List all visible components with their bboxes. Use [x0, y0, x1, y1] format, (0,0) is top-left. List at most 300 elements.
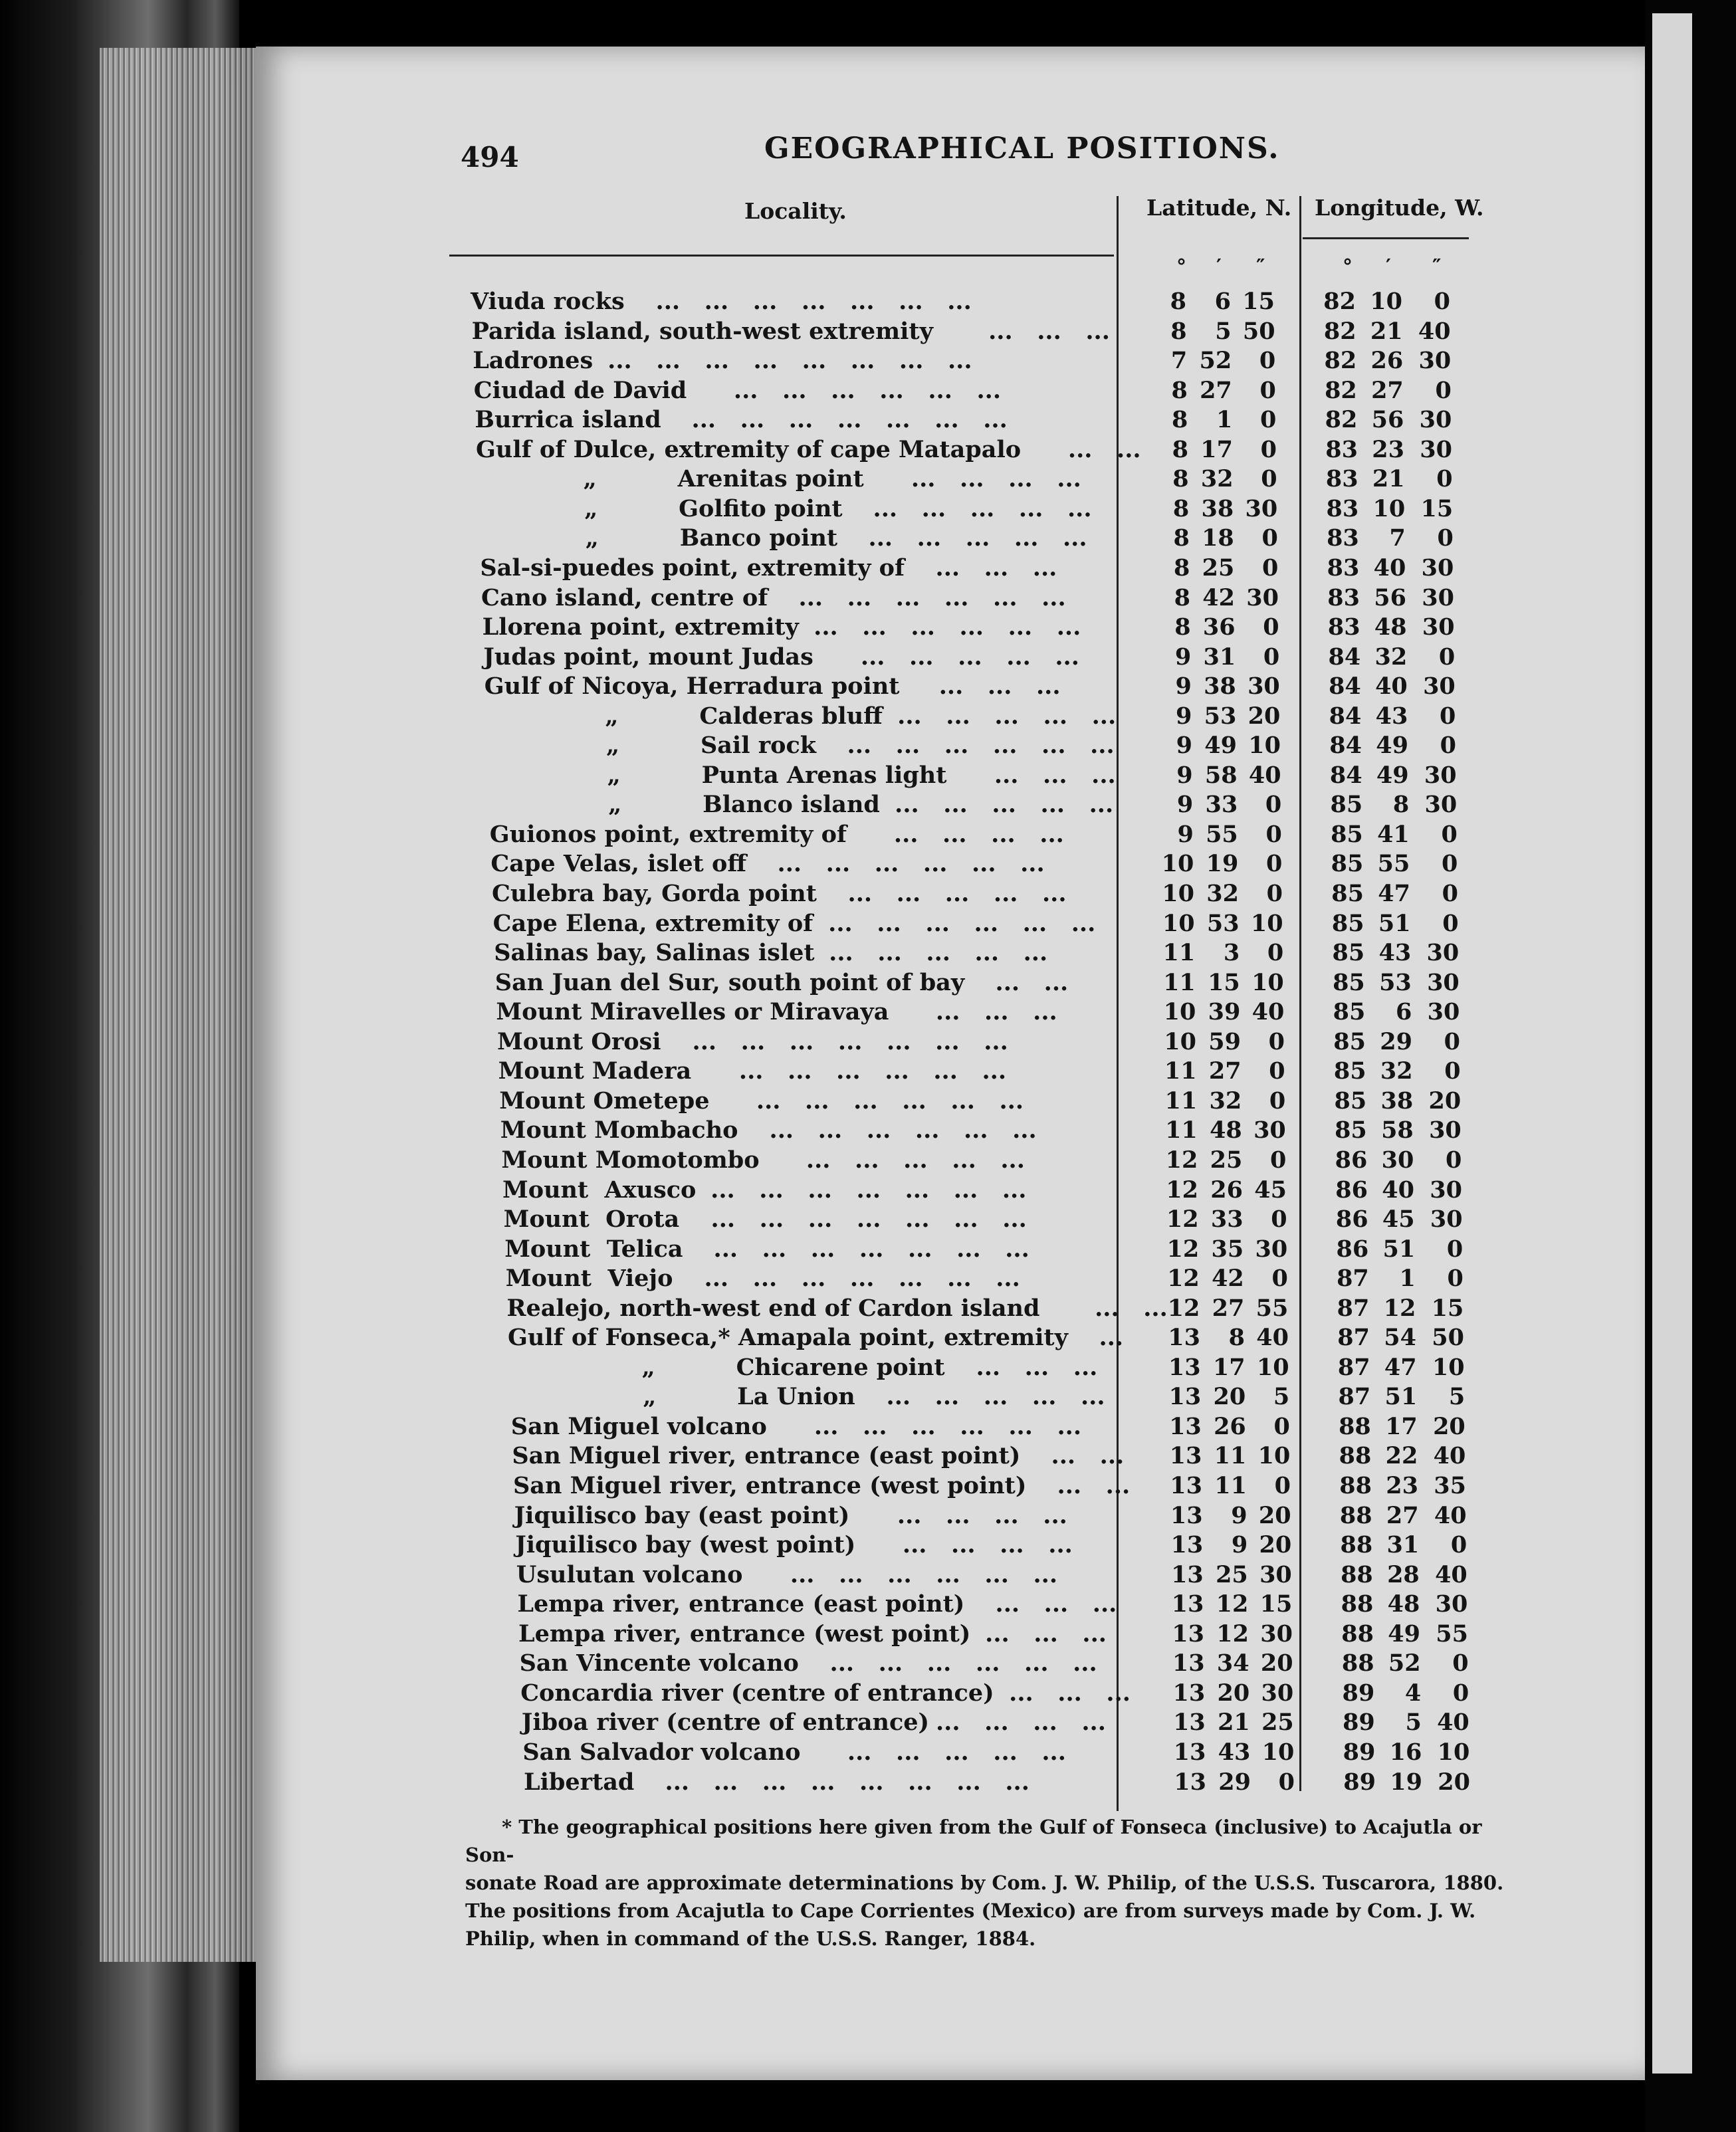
- longitude-minutes: 7: [1389, 524, 1406, 552]
- table-row: [0, 849, 1529, 879]
- latitude-seconds: 10: [1250, 909, 1283, 937]
- table-row: [0, 1560, 1529, 1590]
- table-row: [0, 761, 1529, 790]
- table-row: [0, 1353, 1529, 1382]
- table-row: [0, 1620, 1529, 1649]
- longitude-degrees: 87: [1337, 1324, 1370, 1352]
- longitude-seconds: 0: [1442, 850, 1458, 878]
- longitude-minutes: 10: [1372, 494, 1406, 522]
- longitude-degrees: 83: [1325, 465, 1358, 493]
- latitude-degrees: 12: [1166, 1176, 1198, 1204]
- latitude-seconds: 20: [1260, 1650, 1293, 1677]
- latitude-minutes: 29: [1218, 1768, 1251, 1796]
- longitude-minutes: 30: [1381, 1146, 1414, 1174]
- latitude-seconds: 0: [1271, 1206, 1287, 1233]
- longitude-degrees: 85: [1331, 820, 1363, 848]
- latitude-degrees: 8: [1172, 406, 1188, 434]
- longitude-minutes: 8: [1392, 791, 1410, 819]
- latitude-minutes: 5: [1215, 317, 1232, 345]
- longitude-minutes: 56: [1371, 406, 1404, 434]
- latitude-seconds: 0: [1263, 613, 1279, 641]
- table-row: [0, 879, 1529, 908]
- longitude-seconds: 30: [1429, 1117, 1462, 1144]
- latitude-minutes: 32: [1209, 1087, 1242, 1115]
- longitude-seconds: 30: [1424, 791, 1458, 819]
- longitude-degrees: 87: [1337, 1353, 1370, 1381]
- longitude-degrees: 83: [1327, 554, 1360, 582]
- header-latitude: Latitude, N.: [1146, 195, 1292, 221]
- latitude-minutes: 49: [1204, 732, 1237, 760]
- latitude-degrees: 13: [1170, 1501, 1203, 1529]
- longitude-degrees: 83: [1327, 524, 1359, 552]
- latitude-seconds: 0: [1273, 1412, 1290, 1440]
- longitude-minutes: 47: [1384, 1353, 1417, 1381]
- footnote-line-4: Philip, when in command of the U.S.S. Ranger, 1884.: [465, 1927, 1036, 1950]
- leader-dots: ... ... ... ... ... ... ...: [689, 1235, 1030, 1263]
- longitude-minutes: 49: [1388, 1620, 1420, 1648]
- longitude-degrees: 82: [1323, 317, 1356, 345]
- longitude-minutes: 19: [1390, 1768, 1422, 1796]
- locality-name: „ Chicarene point: [641, 1353, 945, 1381]
- latitude-seconds: 10: [1251, 968, 1284, 996]
- longitude-minutes: 5: [1405, 1709, 1422, 1737]
- locality-name: „ Calderas bluff: [605, 702, 883, 730]
- longitude-degrees: 89: [1343, 1738, 1376, 1766]
- longitude-degrees: 88: [1339, 1501, 1372, 1529]
- longitude-seconds: 30: [1422, 584, 1454, 611]
- longitude-degrees: 88: [1341, 1560, 1373, 1588]
- latitude-degrees: 10: [1164, 1027, 1196, 1055]
- latitude-minutes: 34: [1216, 1650, 1249, 1677]
- latitude-minutes: 27: [1208, 1057, 1242, 1085]
- leader-dots: ... ... ... ... ... ... ...: [668, 1027, 1008, 1055]
- header-rule-right: [1303, 237, 1469, 239]
- locality-name: Realejo, north-west end of Cardon island: [506, 1294, 1040, 1322]
- footnote-line-3: The positions from Acajutla to Cape Corrientes (Mexico) are from surveys made by Com. J. W.: [465, 1899, 1476, 1922]
- longitude-seconds: 0: [1452, 1650, 1469, 1677]
- table-row: [0, 1738, 1529, 1767]
- longitude-minutes: 45: [1382, 1206, 1415, 1233]
- latitude-minutes: 38: [1204, 673, 1236, 700]
- table-row: [0, 643, 1529, 672]
- latitude-degrees: 8: [1174, 554, 1190, 582]
- longitude-seconds: 30: [1418, 347, 1452, 375]
- latitude-minutes: 17: [1200, 435, 1233, 463]
- leader-dots: ... ... ...: [1001, 1679, 1131, 1707]
- lon-deg-symbol: °: [1343, 255, 1353, 278]
- longitude-seconds: 0: [1436, 465, 1453, 493]
- latitude-seconds: 0: [1263, 643, 1280, 671]
- longitude-minutes: 23: [1372, 435, 1404, 463]
- latitude-minutes: 35: [1211, 1235, 1244, 1263]
- latitude-degrees: 11: [1164, 1057, 1197, 1085]
- latitude-minutes: 26: [1214, 1412, 1246, 1440]
- latitude-seconds: 30: [1246, 584, 1279, 611]
- locality-name: Cape Elena, extremity of: [492, 909, 814, 937]
- longitude-degrees: 83: [1327, 613, 1360, 641]
- locality-name: Cape Velas, islet off: [490, 850, 747, 878]
- leader-dots: ... ... ... ...: [853, 820, 1064, 848]
- latitude-seconds: 20: [1248, 702, 1281, 730]
- table-row: [0, 968, 1529, 998]
- longitude-degrees: 88: [1341, 1620, 1374, 1648]
- header-longitude: Longitude, W.: [1315, 195, 1484, 221]
- leader-dots: ... ... ... ... ... ...: [823, 732, 1115, 760]
- locality-name: Salinas bay, Salinas islet: [494, 939, 815, 967]
- latitude-minutes: 12: [1216, 1620, 1249, 1648]
- longitude-seconds: 0: [1441, 820, 1458, 848]
- locality-name: Gulf of Fonseca,* Amapala point, extremity: [508, 1324, 1068, 1352]
- leader-dots: ... ... ... ... ... ...: [820, 909, 1096, 937]
- table-row: [0, 524, 1529, 553]
- latitude-minutes: 59: [1208, 1027, 1241, 1055]
- leader-dots: ... ... ... ... ... ...: [806, 613, 1081, 641]
- latitude-degrees: 13: [1168, 1324, 1200, 1352]
- locality-name: Mount Momotombo: [501, 1146, 760, 1174]
- locality-name: Usulutan volcano: [516, 1560, 743, 1588]
- longitude-minutes: 56: [1374, 584, 1406, 611]
- next-page-edge: [1652, 13, 1692, 2074]
- locality-name: Mount Viejo: [505, 1265, 673, 1293]
- latitude-seconds: 10: [1248, 732, 1281, 760]
- longitude-seconds: 30: [1423, 673, 1456, 700]
- latitude-seconds: 40: [1256, 1324, 1289, 1352]
- longitude-seconds: 0: [1437, 524, 1454, 552]
- latitude-seconds: 30: [1253, 1117, 1286, 1144]
- locality-name: Concardia river (centre of entrance): [520, 1679, 994, 1707]
- leader-dots: ... ... ... ... ...: [849, 494, 1092, 522]
- latitude-minutes: 42: [1202, 584, 1235, 611]
- latitude-minutes: 39: [1208, 998, 1241, 1026]
- latitude-degrees: 13: [1174, 1768, 1206, 1796]
- longitude-minutes: 48: [1387, 1590, 1420, 1618]
- latitude-seconds: 45: [1254, 1176, 1287, 1204]
- latitude-minutes: 20: [1213, 1383, 1246, 1411]
- longitude-minutes: 40: [1382, 1176, 1414, 1204]
- table-row: [0, 1412, 1529, 1441]
- latitude-degrees: 8: [1172, 494, 1190, 522]
- longitude-seconds: 30: [1419, 406, 1452, 434]
- latitude-seconds: 20: [1259, 1531, 1292, 1559]
- latitude-degrees: 13: [1171, 1560, 1204, 1588]
- latitude-minutes: 31: [1203, 643, 1236, 671]
- longitude-minutes: 10: [1370, 288, 1402, 315]
- longitude-minutes: 51: [1382, 1235, 1416, 1263]
- table-row: [0, 405, 1529, 435]
- table-row: [0, 287, 1529, 316]
- longitude-seconds: 15: [1420, 494, 1454, 522]
- lat-deg-symbol: °: [1176, 255, 1186, 278]
- locality-name: „ Banco point: [585, 524, 838, 552]
- locality-name: Cano island, centre of: [481, 584, 768, 611]
- latitude-degrees: 10: [1163, 998, 1196, 1026]
- locality-name: Ciudad de David: [473, 376, 687, 404]
- latitude-seconds: 0: [1266, 880, 1283, 907]
- latitude-seconds: 0: [1265, 791, 1282, 819]
- latitude-degrees: 8: [1173, 524, 1190, 552]
- locality-name: „ Blanco island: [608, 791, 880, 819]
- leader-dots: ... ... ...: [954, 761, 1116, 789]
- lon-sec-symbol: ″: [1432, 255, 1442, 278]
- longitude-seconds: 10: [1437, 1738, 1470, 1766]
- locality-name: „ Arenitas point: [583, 465, 864, 493]
- locality-name: Mount Orota: [503, 1206, 680, 1233]
- latitude-degrees: 8: [1172, 465, 1189, 493]
- latitude-minutes: 27: [1200, 376, 1232, 404]
- leader-dots: ... ... ... ... ... ... ... ...: [641, 1768, 1030, 1796]
- latitude-degrees: 13: [1173, 1709, 1206, 1737]
- longitude-degrees: 88: [1339, 1442, 1372, 1470]
- longitude-seconds: 40: [1433, 1442, 1466, 1470]
- longitude-minutes: 12: [1383, 1294, 1416, 1322]
- locality-name: San Miguel river, entrance (west point): [513, 1472, 1027, 1499]
- locality-name: Parida island, south-west extremity: [471, 317, 933, 345]
- longitude-seconds: 0: [1435, 376, 1452, 404]
- longitude-minutes: 32: [1380, 1057, 1413, 1085]
- latitude-degrees: 12: [1167, 1294, 1200, 1322]
- longitude-minutes: 31: [1386, 1531, 1420, 1559]
- longitude-seconds: 0: [1447, 1265, 1464, 1293]
- longitude-degrees: 88: [1339, 1472, 1372, 1499]
- longitude-seconds: 50: [1432, 1324, 1464, 1352]
- locality-name: „ Golfito point: [584, 494, 843, 522]
- longitude-degrees: 87: [1337, 1265, 1369, 1293]
- locality-name: Mount Mombacho: [500, 1117, 738, 1144]
- locality-name: Viuda rocks: [471, 288, 625, 315]
- longitude-seconds: 30: [1435, 1590, 1468, 1618]
- leader-dots: ... ... ... ... ...: [807, 1738, 1066, 1766]
- longitude-degrees: 89: [1343, 1709, 1375, 1737]
- longitude-degrees: 82: [1324, 347, 1357, 375]
- latitude-seconds: 0: [1259, 376, 1276, 404]
- table-row: [0, 1087, 1529, 1116]
- lat-sec-symbol: ″: [1256, 255, 1265, 278]
- leader-dots: ... ... ... ... ... ...: [753, 850, 1045, 878]
- locality-name: Lempa river, entrance (west point): [518, 1620, 971, 1648]
- leader-dots: ... ... ... ... ... ... ...: [687, 1206, 1027, 1233]
- longitude-minutes: 43: [1375, 702, 1408, 730]
- table-row: [0, 1471, 1529, 1501]
- latitude-degrees: 9: [1177, 820, 1194, 848]
- locality-name: Gulf of Nicoya, Herradura point: [484, 673, 900, 700]
- latitude-degrees: 13: [1168, 1353, 1201, 1381]
- locality-name: San Miguel river, entrance (east point): [512, 1442, 1021, 1470]
- latitude-seconds: 0: [1278, 1768, 1295, 1796]
- leader-dots: ... ... ...: [977, 1620, 1107, 1648]
- leader-dots: ... ...: [971, 968, 1069, 996]
- latitude-minutes: 26: [1210, 1176, 1243, 1204]
- table-row: [0, 1027, 1529, 1057]
- latitude-minutes: 1: [1216, 406, 1233, 434]
- longitude-degrees: 84: [1329, 673, 1361, 700]
- locality-name: Mount Orosi: [497, 1027, 661, 1055]
- longitude-seconds: 0: [1442, 909, 1459, 937]
- longitude-minutes: 49: [1376, 761, 1409, 789]
- longitude-seconds: 0: [1434, 288, 1450, 315]
- longitude-seconds: 0: [1442, 880, 1458, 907]
- leader-dots: ... ...: [1033, 1472, 1131, 1499]
- leader-dots: ... ... ... ... ... ... ...: [667, 406, 1008, 434]
- locality-name: Culebra bay, Gorda point: [492, 880, 817, 907]
- longitude-seconds: 10: [1432, 1353, 1465, 1381]
- latitude-minutes: 58: [1204, 761, 1238, 789]
- table-row: [0, 1264, 1529, 1293]
- longitude-seconds: 15: [1431, 1294, 1464, 1322]
- latitude-degrees: 12: [1167, 1265, 1200, 1293]
- header-rule: [449, 255, 1114, 257]
- longitude-minutes: 54: [1384, 1324, 1416, 1352]
- longitude-degrees: 82: [1325, 406, 1358, 434]
- latitude-degrees: 13: [1172, 1679, 1206, 1707]
- latitude-seconds: 55: [1255, 1294, 1289, 1322]
- locality-name: Mount Miravelles or Miravaya: [496, 998, 889, 1026]
- latitude-degrees: 9: [1176, 732, 1192, 760]
- longitude-degrees: 85: [1333, 998, 1366, 1026]
- longitude-minutes: 27: [1371, 376, 1404, 404]
- latitude-seconds: 0: [1260, 435, 1277, 463]
- latitude-seconds: 10: [1256, 1353, 1289, 1381]
- longitude-minutes: 53: [1379, 968, 1412, 996]
- longitude-minutes: 40: [1375, 673, 1408, 700]
- latitude-minutes: 15: [1208, 968, 1240, 996]
- latitude-minutes: 21: [1218, 1709, 1250, 1737]
- leader-dots: ... ...: [1028, 435, 1141, 463]
- leader-dots: ... ... ... ...: [857, 1501, 1067, 1529]
- longitude-seconds: 30: [1422, 613, 1455, 641]
- longitude-minutes: 23: [1386, 1472, 1418, 1499]
- leader-dots: ... ... ... ... ... ...: [750, 1560, 1058, 1588]
- table-row: [0, 702, 1529, 731]
- latitude-minutes: 33: [1205, 791, 1238, 819]
- longitude-minutes: 27: [1386, 1501, 1419, 1529]
- leader-dots: ... ... ... ...: [871, 465, 1081, 493]
- longitude-minutes: 38: [1380, 1087, 1414, 1115]
- longitude-seconds: 5: [1448, 1383, 1465, 1411]
- latitude-seconds: 30: [1255, 1235, 1288, 1263]
- latitude-degrees: 8: [1170, 288, 1186, 315]
- longitude-seconds: 0: [1452, 1679, 1469, 1707]
- longitude-degrees: 83: [1327, 584, 1360, 611]
- leader-dots: ... ... ... ... ...: [844, 524, 1087, 552]
- longitude-degrees: 86: [1335, 1176, 1368, 1204]
- longitude-minutes: 21: [1370, 317, 1403, 345]
- longitude-minutes: 29: [1380, 1027, 1412, 1055]
- longitude-minutes: 58: [1381, 1117, 1414, 1144]
- latitude-seconds: 30: [1248, 673, 1280, 700]
- leader-dots: ... ... ...: [911, 554, 1057, 582]
- longitude-seconds: 30: [1426, 939, 1460, 967]
- leader-dots: ... ... ... ...: [936, 1709, 1106, 1737]
- longitude-seconds: 20: [1438, 1768, 1470, 1796]
- longitude-seconds: 20: [1428, 1087, 1462, 1115]
- latitude-seconds: 50: [1242, 317, 1275, 345]
- longitude-degrees: 85: [1333, 968, 1365, 996]
- latitude-degrees: 13: [1169, 1442, 1202, 1470]
- longitude-degrees: 82: [1325, 376, 1357, 404]
- latitude-seconds: 0: [1274, 1472, 1291, 1499]
- longitude-degrees: 85: [1331, 880, 1364, 907]
- longitude-seconds: 20: [1433, 1412, 1465, 1440]
- latitude-seconds: 0: [1271, 1265, 1288, 1293]
- leader-dots: ... ...: [1046, 1294, 1168, 1322]
- longitude-seconds: 0: [1446, 1235, 1464, 1263]
- latitude-degrees: 9: [1176, 702, 1192, 730]
- longitude-seconds: 30: [1421, 554, 1454, 582]
- longitude-seconds: 0: [1446, 1146, 1462, 1174]
- longitude-seconds: 40: [1435, 1560, 1467, 1588]
- latitude-degrees: 11: [1163, 968, 1196, 996]
- latitude-seconds: 0: [1262, 554, 1279, 582]
- longitude-minutes: 55: [1377, 850, 1410, 878]
- table-row: [0, 790, 1529, 819]
- latitude-seconds: 0: [1259, 347, 1276, 375]
- leader-dots: ... ... ...: [907, 673, 1061, 700]
- leader-dots: ... ... ...: [952, 1353, 1098, 1381]
- table-row: [0, 1235, 1529, 1264]
- longitude-seconds: 40: [1434, 1501, 1467, 1529]
- latitude-degrees: 9: [1174, 643, 1192, 671]
- table-row: [0, 1441, 1529, 1471]
- longitude-degrees: 88: [1341, 1590, 1374, 1618]
- table-row: [0, 672, 1529, 701]
- latitude-seconds: 0: [1270, 1146, 1287, 1174]
- leader-dots: ... ... ... ... ... ...: [774, 1412, 1082, 1440]
- table-row: [0, 1649, 1529, 1678]
- longitude-minutes: 17: [1385, 1412, 1418, 1440]
- latitude-seconds: 0: [1261, 524, 1278, 552]
- latitude-minutes: 53: [1206, 909, 1240, 937]
- longitude-degrees: 86: [1335, 1146, 1368, 1174]
- table-row: [0, 1205, 1529, 1234]
- latitude-seconds: 40: [1251, 998, 1285, 1026]
- longitude-seconds: 30: [1424, 761, 1457, 789]
- longitude-minutes: 26: [1370, 347, 1404, 375]
- leader-dots: ... ... ... ... ...: [821, 939, 1048, 967]
- latitude-degrees: 8: [1171, 376, 1188, 404]
- longitude-degrees: 84: [1329, 732, 1362, 760]
- locality-name: Mount Ometepe: [499, 1087, 710, 1115]
- longitude-degrees: 85: [1332, 939, 1365, 967]
- table-row: [0, 1176, 1529, 1205]
- table-row: [0, 1057, 1529, 1086]
- table-row: [0, 1501, 1529, 1531]
- table-row: [0, 346, 1529, 375]
- longitude-minutes: 6: [1396, 998, 1412, 1026]
- latitude-seconds: 0: [1267, 939, 1284, 967]
- latitude-minutes: 11: [1214, 1442, 1247, 1470]
- longitude-minutes: 51: [1384, 1383, 1418, 1411]
- table-row: [0, 998, 1529, 1027]
- leader-dots: ...: [1075, 1324, 1124, 1352]
- latitude-minutes: 17: [1212, 1353, 1246, 1381]
- table-row: [0, 465, 1529, 494]
- longitude-degrees: 85: [1333, 1057, 1366, 1085]
- leader-dots: ... ...: [1027, 1442, 1125, 1470]
- latitude-minutes: 25: [1210, 1146, 1243, 1174]
- locality-name: Judas point, mount Judas: [483, 643, 814, 671]
- longitude-degrees: 84: [1329, 702, 1362, 730]
- longitude-degrees: 89: [1343, 1768, 1376, 1796]
- table-row: [0, 1294, 1529, 1323]
- table-row: [0, 584, 1529, 613]
- footnote: [465, 1813, 1522, 1953]
- leader-dots: ... ... ... ... ...: [766, 1146, 1025, 1174]
- latitude-seconds: 10: [1261, 1738, 1295, 1766]
- latitude-seconds: 25: [1261, 1709, 1294, 1737]
- longitude-seconds: 35: [1434, 1472, 1466, 1499]
- latitude-minutes: 38: [1201, 494, 1234, 522]
- longitude-degrees: 86: [1336, 1235, 1369, 1263]
